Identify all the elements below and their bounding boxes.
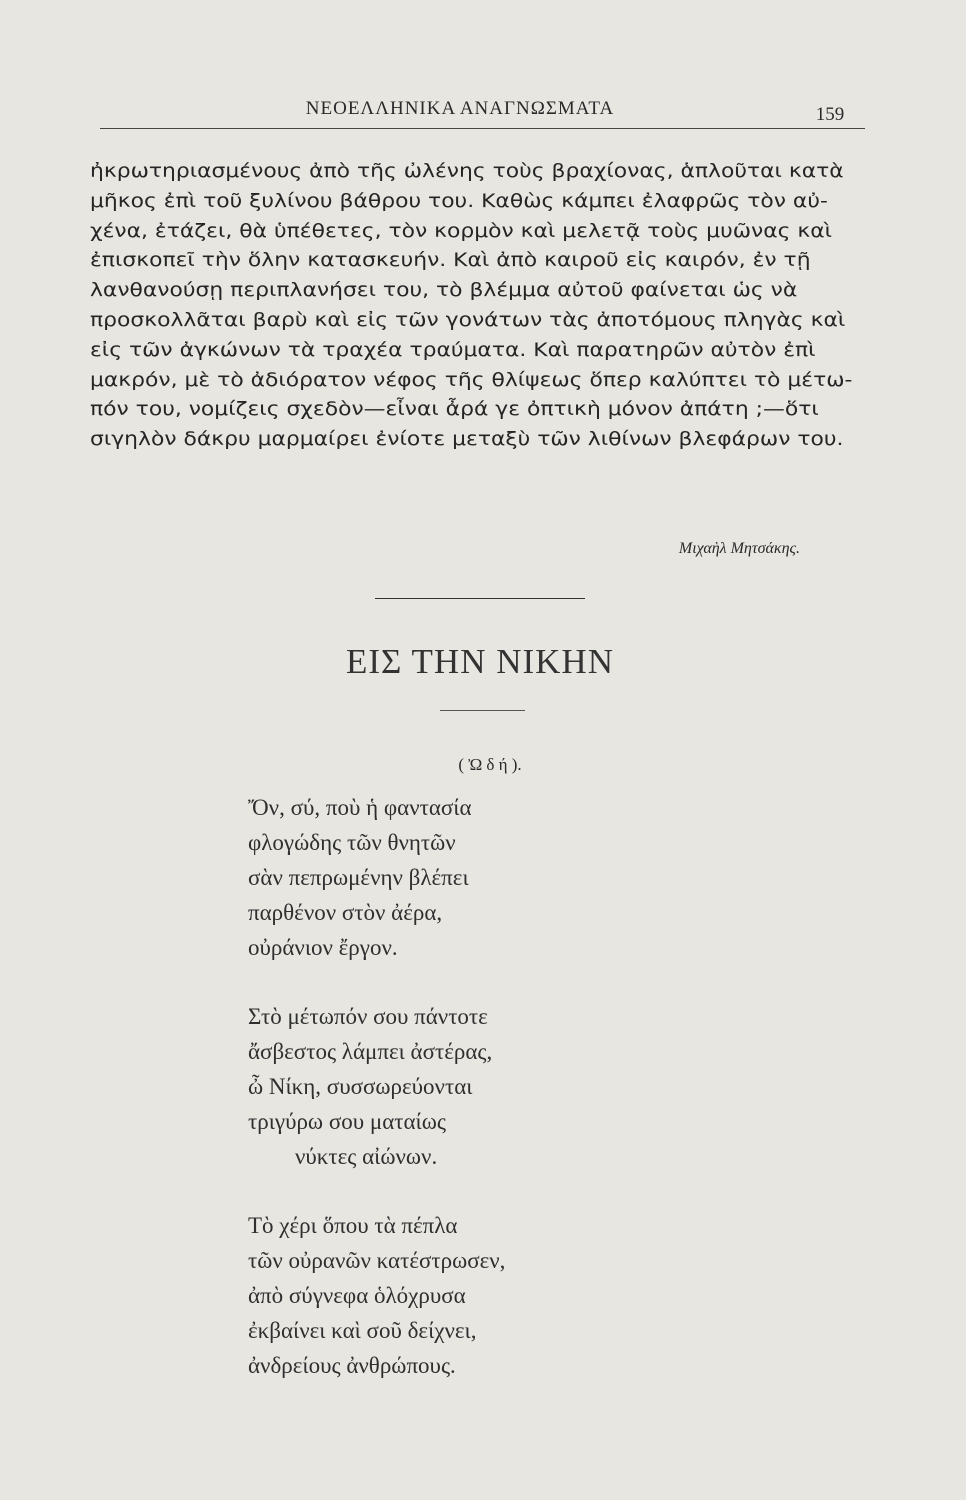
poem-title: ΕΙΣ ΤΗΝ ΝΙΚΗΝ: [346, 642, 614, 681]
stanza: [248, 790, 668, 965]
verse-line: ἄσβεστος λάμπει ἀστέρας,: [248, 1039, 493, 1064]
title-rule: [440, 710, 525, 711]
verse-line: Στὸ μέτωπόν σου πάντοτε: [248, 1004, 488, 1029]
verse-line: νύκτες αἰώνων.: [295, 1144, 438, 1169]
verse-line: Ὄν, σύ, ποὺ ἡ φαντασία: [248, 795, 472, 820]
verse-line: τριγύρω σου ματαίως: [248, 1109, 446, 1134]
prose-line: σιγηλὸν δάκρυ μαρμαίρει ἐνίοτε μεταξὺ τῶν λιθίνων βλεφάρων του.: [90, 428, 844, 451]
stanza: [248, 1208, 668, 1383]
verse-line: τῶν οὐρανῶν κατέστρωσεν,: [248, 1248, 506, 1273]
prose-line: προσκολλᾶται βαρὺ καὶ εἰς τῶν γονάτων τὰς ἀποτόμους πληγὰς καὶ: [90, 308, 846, 331]
verse-line: ἐκβαίνει καὶ σοῦ δείχνει,: [248, 1318, 477, 1343]
page-number: 159: [815, 104, 845, 125]
verse-line: ἀπὸ σύγνεφα ὁλόχρυσα: [248, 1283, 466, 1308]
verse-line: φλογώδης τῶν θνητῶν: [248, 830, 456, 855]
prose-line: ἠκρωτηριασμένους ἀπὸ τῆς ὠλένης τοὺς βραχίονας, ἁπλοῦται κατὰ: [90, 160, 844, 182]
author-signature: Μιχαὴλ Μητσάκης.: [678, 540, 800, 557]
prose-line: λανθανούσῃ περιπλανήσει του, τὸ βλέμμα αὐτοῦ φαίνεται ὡς νὰ: [90, 279, 798, 302]
prose-line: εἰς τῶν ἀγκώνων τὰ τραχέα τραύματα. Καὶ παρατηρῶν αὐτὸν ἐπὶ: [90, 338, 816, 361]
header-rule: [100, 128, 865, 129]
verse-line: παρθένον στὸν ἀέρα,: [248, 900, 443, 925]
verse-line: οὐράνιον ἔργον.: [248, 935, 398, 960]
verse-line: σὰν πεπρωμένην βλέπει: [248, 865, 469, 890]
poem-subtitle: ( Ὠ δ ή ).: [458, 755, 522, 774]
prose-line: πόν του, νομίζεις σχεδὸν—εἶναι ἆρά γε ὀπτικὴ μόνον ἀπάτη ;—ὅτι: [90, 398, 819, 421]
verse-line: Τὸ χέρι ὅπου τὰ πέπλα: [248, 1213, 458, 1238]
prose-line: μῆκος ἐπὶ τοῦ ξυλίνου βάθρου του. Καθὼς κάμπει ἐλαφρῶς τὸν αὐ-: [90, 189, 828, 212]
prose-line: χένα, ἐτάζει, θὰ ὑπέθετες, τὸν κορμὸν καὶ μελετᾷ τοὺς μυῶνας καὶ: [90, 219, 833, 242]
prose-line: ἐπισκοπεῖ τὴν ὅλην κατασκευήν. Καὶ ἀπὸ καιροῦ εἰς καιρόν, ἐν τῇ: [90, 249, 811, 272]
stanza: [248, 999, 668, 1174]
verse-line: ὦ Νίκη, συσσωρεύονται: [248, 1074, 473, 1099]
prose-line: μακρόν, μὲ τὸ ἀδιόρατον νέφος τῆς θλίψεως ὅπερ καλύπτει τὸ μέτω-: [90, 368, 853, 391]
prose-block: [90, 157, 865, 455]
section-separator: [375, 598, 585, 599]
verse-line: ἀνδρείους ἀνθρώπους.: [248, 1353, 456, 1378]
poem-body: [248, 790, 668, 1383]
running-header: ΝΕΟΕΛΛΗΝΙΚΑ ΑΝΑΓΝΩΣΜΑΤΑ: [305, 98, 615, 119]
